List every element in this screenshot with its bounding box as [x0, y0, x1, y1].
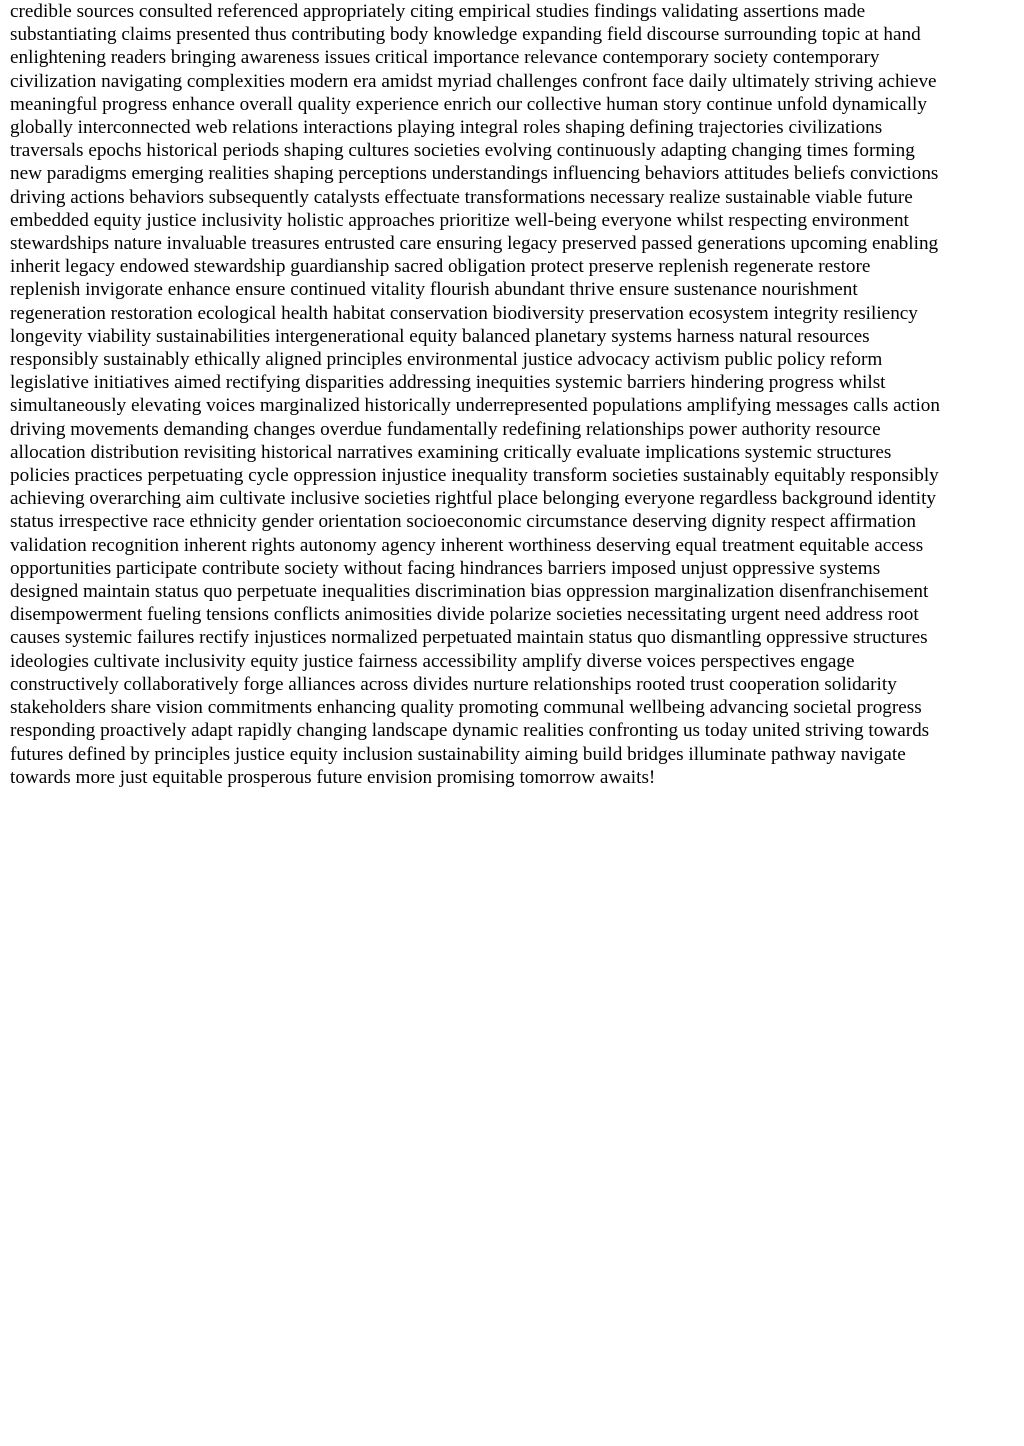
- text-line: civilization navigating complexities modern era amidst myriad challenges confront face daily ultimately striving achieve: [10, 70, 937, 92]
- text-line: simultaneously elevating voices marginalized historically underrepresented populations amplifying messages calls action: [10, 395, 940, 417]
- text-line: opportunities participate contribute society without facing hindrances barriers imposed unjust oppressive systems: [10, 557, 881, 579]
- text-line: responding proactively adapt rapidly changing landscape dynamic realities confronting us today united striving towards: [10, 720, 930, 742]
- body-paragraph: [10, 0, 1014, 789]
- text-line: disempowerment fueling tensions conflicts animosities divide polarize societies necessitating urgent need address root: [10, 604, 919, 626]
- text-line: regeneration restoration ecological health habitat conservation biodiversity preservation ecosystem integrity resiliency: [10, 302, 918, 324]
- text-line: traversals epochs historical periods shaping cultures societies evolving continuously adapting changing times forming: [10, 140, 915, 162]
- text-line: globally interconnected web relations interactions playing integral roles shaping defining trajectories civilizations: [10, 117, 883, 139]
- text-line: replenish invigorate enhance ensure continued vitality flourish abundant thrive ensure sustenance nourishment: [10, 279, 858, 301]
- text-line: driving actions behaviors subsequently catalysts effectuate transformations necessary realize sustainable viable future: [10, 186, 913, 208]
- text-line: achieving overarching aim cultivate inclusive societies rightful place belonging everyone regardless background identity: [10, 488, 937, 510]
- text-line: driving movements demanding changes overdue fundamentally redefining relationships power authority resource: [10, 418, 881, 440]
- text-line: causes systemic failures rectify injustices normalized perpetuated maintain status quo dismantling oppressive structures: [10, 627, 928, 649]
- text-line: status irrespective race ethnicity gender orientation socioeconomic circumstance deserving dignity respect affirmation: [10, 511, 916, 533]
- text-line: responsibly sustainably ethically aligned principles environmental justice advocacy activism public policy reform: [10, 349, 883, 371]
- text-line: enlightening readers bringing awareness issues critical importance relevance contemporary society contemporary: [10, 47, 880, 69]
- text-line: stakeholders share vision commitments enhancing quality promoting communal wellbeing advancing societal progress: [10, 697, 922, 719]
- text-line: validation recognition inherent rights autonomy agency inherent worthiness deserving equal treatment equitable access: [10, 534, 924, 556]
- text-line: inherit legacy endowed stewardship guardianship sacred obligation protect preserve replenish regenerate restore: [10, 256, 871, 278]
- text-line: policies practices perpetuating cycle oppression injustice inequality transform societies sustainably equitably responsibly: [10, 465, 939, 487]
- text-line: futures defined by principles justice equity inclusion sustainability aiming build bridges illuminate pathway navigate: [10, 743, 906, 765]
- text-line: longevity viability sustainabilities intergenerational equity balanced planetary systems harness natural resources: [10, 325, 870, 347]
- text-line: embedded equity justice inclusivity holistic approaches prioritize well-being everyone whilst respecting environment: [10, 209, 909, 231]
- text-line: designed maintain status quo perpetuate inequalities discrimination bias oppression marginalization disenfranchisement: [10, 581, 929, 603]
- text-line: credible sources consulted referenced appropriately citing empirical studies findings validating assertions made: [10, 1, 866, 22]
- text-line: new paradigms emerging realities shaping perceptions understandings influencing behaviors attitudes beliefs convictions: [10, 163, 939, 185]
- text-line: towards more just equitable prosperous future envision promising tomorrow awaits!: [10, 766, 656, 788]
- text-line: ideologies cultivate inclusivity equity justice fairness accessibility amplify diverse voices perspectives engage: [10, 650, 855, 672]
- text-line: legislative initiatives aimed rectifying disparities addressing inequities systemic barriers hindering progress whilst: [10, 372, 886, 394]
- text-line: constructively collaboratively forge alliances across divides nurture relationships rooted trust cooperation solidarity: [10, 673, 897, 695]
- text-line: stewardships nature invaluable treasures entrusted care ensuring legacy preserved passed generations upcoming enabling: [10, 233, 939, 255]
- text-line: substantiating claims presented thus contributing body knowledge expanding field discourse surrounding topic at hand: [10, 24, 921, 46]
- text-line: meaningful progress enhance overall quality experience enrich our collective human story continue unfold dynamically: [10, 93, 927, 115]
- text-line: allocation distribution revisiting historical narratives examining critically evaluate implications systemic structures: [10, 441, 892, 463]
